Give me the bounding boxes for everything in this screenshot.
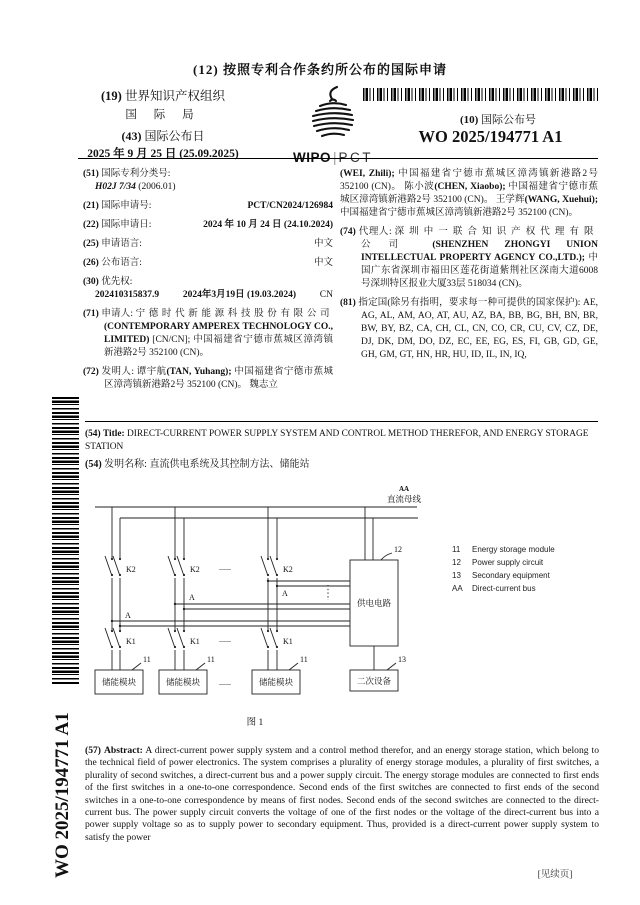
field-inventor: (72) 发明人: 谭宇航(TAN, Yuhang); 中国福建省宁德市蕉城区漳湾镇新港路2号 352100 (CN)。 魏志立 <box>83 367 333 390</box>
org-name: (19) 世界知识产权组织 <box>101 89 225 103</box>
header-left-block <box>52 86 274 161</box>
pub-number-label: (10) 国际公布号 <box>459 114 537 126</box>
title-en: (54) Title: DIRECT-CURRENT POWER SUPPLY SYSTEM AND CONTROL METHOD THEREFOR, AND ENERGY STORAGE STATION <box>85 429 589 452</box>
field-ipc: (51) 国际专利分类号: H02J 7/34 (2006.01) <box>83 169 176 192</box>
barcode-top <box>363 88 598 101</box>
title-cn: (54) 发明名称: 直流供电系统及其控制方法、储能站 <box>85 459 310 470</box>
ellipsis-k2-row: ...... <box>219 563 231 572</box>
legend-row: 13 Secondary equipment <box>452 571 550 580</box>
ellipsis-box-row: ...... <box>219 678 231 687</box>
title-block <box>85 428 600 472</box>
field-pub-language: (26) 公布语言: 中文 <box>83 258 333 268</box>
pub-date: 2025 年 9 月 25 日 (25.09.2025) <box>87 148 239 160</box>
field-agent: (74) 代理人: 深圳中一联合知识产权代理有限公司 (SHENZHEN ZHONGYI UNION INTELLECTUAL PROPERTY AGENCY CO.,LTD.); 中国广东省深圳市福田区莲花街道紫荆社区深南大道6008号深圳特区报业大厦33层 518034 (CN)。 <box>340 227 598 289</box>
leader-12 <box>381 553 392 560</box>
branch-2 <box>168 507 185 670</box>
abstract: (57) Abstract: A direct-current power supply system and a control method therefor, and an energy storage station, which belong to the technical field of power electronics. The system comprises a plurality of energy storage modules, a plurality of first switches, a plurality of second switches, a direct-current bus and a power supply circuit. The energy storage modules are connected to first ends of the first switches in a one-to-one correspondence. Second ends of the first switches are connected to first ends of the second switches in a one-to-one correspondence by means of first nodes. Second ends of the second switches are connected to the direct-current bus. The power supply circuit converts the voltage of one of the first nodes or the voltage of the direct-current bus into a power supply voltage so as to supply power to secondary equipment. Thus, provided is a direct-current power supply system to satisfy the power <box>85 745 599 843</box>
wipo-pct-wordmark: WIPO | PCT <box>292 150 373 165</box>
leader-11b <box>196 663 205 670</box>
leader-13 <box>387 663 396 670</box>
node-a-label-3: A <box>282 589 288 598</box>
leader-11a <box>132 663 141 670</box>
secondary-box-label: 二次设备 <box>356 676 392 686</box>
bus-code-label: AA <box>398 485 410 493</box>
legend-row: 11 Energy storage module <box>452 545 555 554</box>
bus-name-label: 直流母线 <box>386 494 422 504</box>
field-app-number: (21) 国际申请号: PCT/CN2024/126984 <box>83 201 333 211</box>
field-priority: (30) 优先权: 202410315837.9 2024年3月19日 (19.03.2024) CN <box>83 277 333 300</box>
switch-k2-label-3: K2 <box>283 565 293 574</box>
branch-3 <box>261 507 278 670</box>
figure-1-circuit-diagram <box>85 482 435 732</box>
ref-11a: 11 <box>143 655 151 664</box>
pub-date-label: (43) 国际公布日 <box>121 129 205 143</box>
field-applicant: (71) 申请人: 宁德时代新能源科技股份有限公司 (CONTEMPORARY AMPEREX TECHNOLOGY CO., LIMITED) [CN/CN]; 中国福建省宁德市蕉城区漳湾镇新港路2号 352100 (CN)。 <box>83 309 333 358</box>
power-box-label: 供电电路 <box>356 598 392 608</box>
ref-13: 13 <box>398 655 406 664</box>
wipo-globe-icon <box>306 84 360 144</box>
side-pub-number: WO 2025/194771 A1 <box>52 712 73 878</box>
ellipsis-k1-row: ...... <box>219 635 231 644</box>
figure-caption: 图 1 <box>246 718 264 728</box>
field-filing-date: (22) 国际申请日: 2024 年 10 月 24 日 (24.10.2024) <box>83 220 333 230</box>
branch-1 <box>105 507 121 670</box>
first-node-connectors <box>111 580 350 627</box>
node-a-label-2: A <box>189 593 195 602</box>
node-a-label-1: A <box>125 611 131 620</box>
bibliographic-left-column <box>83 168 333 398</box>
inventors-continued: (WEI, Zhili); 中国福建省宁德市蕉城区漳湾镇新港路2号 352100 (CN)。 陈小波(CHEN, Xiaobo); 中国福建省宁德市蕉城区漳湾镇新港路2号 352100 (CN)。 王学辉(WANG, Xuehui); 中国福建省宁德市蕉城区漳湾镇新港路2号 352100 (CN)。 <box>340 169 598 218</box>
switch-k1-label-3: K1 <box>283 637 293 646</box>
leader-11c <box>289 663 298 670</box>
legend-row: 12 Power supply circuit <box>452 558 544 567</box>
title-divider <box>85 421 598 422</box>
pub-number: WO 2025/194771 A1 <box>418 127 563 146</box>
switch-k1-label-2: K1 <box>190 637 200 646</box>
field-filing-language: (25) 申请语言: 中文 <box>83 239 333 249</box>
ref-11c: 11 <box>300 655 308 664</box>
bibliographic-right-column <box>340 168 598 368</box>
org-bureau: 国 际 局 <box>125 109 201 121</box>
switch-k1-label-1: K1 <box>126 637 136 646</box>
switch-k2-label-2: K2 <box>190 565 200 574</box>
switch-k2-label-1: K2 <box>126 565 136 574</box>
ref-12: 12 <box>394 545 402 554</box>
figure-legend <box>452 543 555 595</box>
barcode-left <box>52 397 79 684</box>
storage-box-label-2: 储能模块 <box>165 677 201 687</box>
storage-box-label-3: 储能模块 <box>258 677 294 687</box>
publication-type-line: (12) 按照专利合作条约所公布的国际申请 <box>193 62 447 77</box>
legend-row: AA Direct-current bus <box>452 584 536 593</box>
ref-11b: 11 <box>207 655 215 664</box>
continued-note: [见续页] <box>537 870 573 880</box>
field-designated-states: (81) 指定国(除另有指明，要求每一种可提供的国家保护): AE, AG, AL, AM, AO, AT, AU, AZ, BA, BB, BG, BH, BN, BR, BW, BY, BZ, CA, CH, CL, CN, CO, CR, CU, CV, CZ, DE, DJ, DK, DM, DO, DZ, EC, EE, EG, ES, FI, GB, GD, GE, GH, GM, GT, HN, HR, HU, ID, IL, IN, IQ, <box>340 298 599 360</box>
header-divider <box>78 158 598 159</box>
storage-box-label-1: 储能模块 <box>101 677 137 687</box>
